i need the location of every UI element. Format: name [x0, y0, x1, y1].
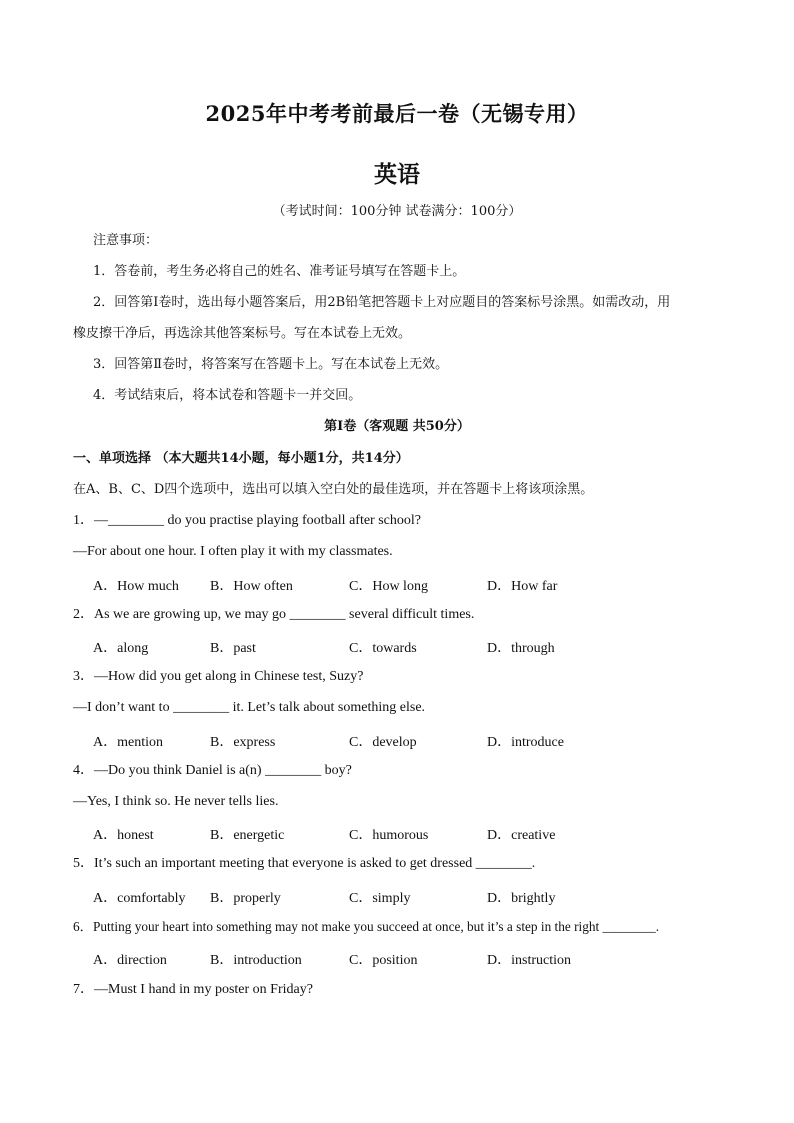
option-d: D．How far [487, 579, 558, 594]
option-b: B．properly [210, 891, 281, 906]
option-a: A．How much [93, 579, 179, 594]
question-stem: 1．—________ do you practise playing football after school? [73, 513, 421, 528]
option-a: A．along [93, 641, 149, 656]
option-b: B．past [210, 641, 256, 656]
option-a: A．mention [93, 735, 163, 750]
note-item: 2．回答第Ⅰ卷时，选出每小题答案后，用2B铅笔把答题卡上对应题目的答案标号涂黑。如需改动，用 [93, 295, 671, 310]
option-c: C．How long [349, 579, 428, 594]
option-c: C．towards [349, 641, 417, 656]
option-a: A．direction [93, 953, 167, 968]
option-d: D．through [487, 641, 555, 656]
option-d: D．introduce [487, 735, 564, 750]
question-stem: 5．It’s such an important meeting that everyone is asked to get dressed ________. [73, 856, 536, 871]
option-c: C．humorous [349, 828, 429, 843]
question-stem: 7．—Must I hand in my poster on Friday? [73, 982, 313, 997]
note-item: 4．考试结束后，将本试卷和答题卡一并交回。 [93, 388, 362, 403]
section-instruction: 在A、B、C、D四个选项中，选出可以填入空白处的最佳选项，并在答题卡上将该项涂黑。 [73, 482, 594, 497]
time-info: （考试时间：100分钟 试卷满分：100分） [272, 204, 522, 219]
option-b: B．express [210, 735, 276, 750]
section-title: 一、单项选择 （本大题共14小题，每小题1分，共14分） [73, 451, 409, 466]
option-b: B．energetic [210, 828, 285, 843]
option-a: A．comfortably [93, 891, 186, 906]
option-b: B．introduction [210, 953, 302, 968]
note-item: 1．答卷前，考生务必将自己的姓名、准考证号填写在答题卡上。 [93, 264, 466, 279]
question-stem: 4．—Do you think Daniel is a(n) ________ boy? [73, 763, 352, 778]
option-a: A．honest [93, 828, 154, 843]
question-stem: 3．—How did you get along in Chinese test, Suzy? [73, 669, 364, 684]
question-stem: —For about one hour. I often play it with my classmates. [73, 544, 393, 559]
question-stem: 6．Putting your heart into something may not make you succeed at once, but it’s a step in the right ________. [73, 919, 660, 934]
question-stem: —I don’t want to ________ it. Let’s talk about something else. [73, 700, 426, 715]
exam-title: 2025年中考考前最后一卷（无锡专用） [205, 101, 589, 126]
option-c: C．simply [349, 891, 411, 906]
question-stem: —Yes, I think so. He never tells lies. [73, 794, 279, 809]
question-stem: 2．As we are growing up, we may go ________ several difficult times. [73, 607, 475, 622]
option-d: D．instruction [487, 953, 571, 968]
notes-heading: 注意事项： [93, 233, 159, 248]
note-item: 3．回答第Ⅱ卷时，将答案写在答题卡上。写在本试卷上无效。 [93, 357, 449, 372]
part1-heading: 第Ⅰ卷（客观题 共50分） [324, 419, 470, 434]
option-c: C．develop [349, 735, 417, 750]
option-b: B．How often [210, 579, 293, 594]
option-d: D．brightly [487, 891, 556, 906]
subject-title: 英语 [374, 161, 420, 188]
option-c: C．position [349, 953, 418, 968]
option-d: D．creative [487, 828, 556, 843]
note-item: 橡皮擦干净后，再选涂其他答案标号。写在本试卷上无效。 [73, 326, 412, 341]
